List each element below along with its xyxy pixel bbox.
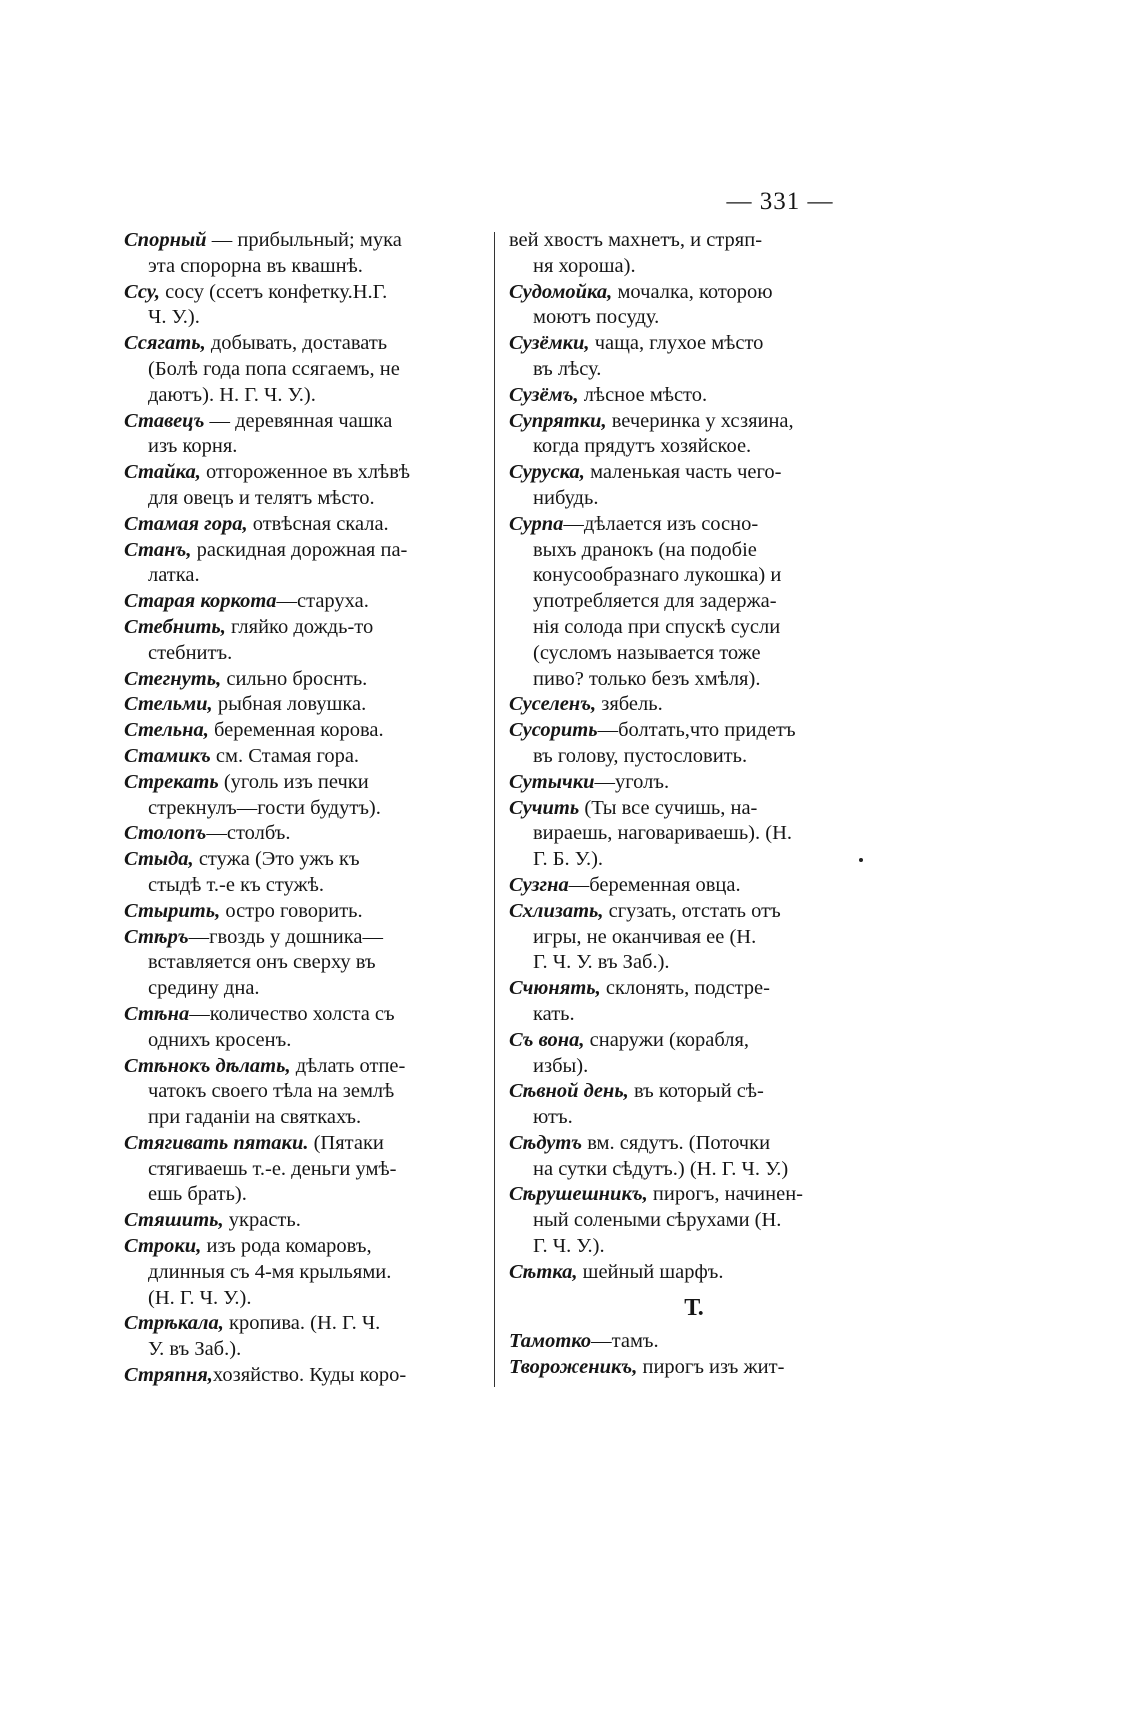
entry-text: склонять, подстре- <box>600 977 770 1000</box>
entry-text: шейный шарфъ. <box>577 1260 724 1283</box>
entry-line <box>124 486 494 512</box>
entry-line <box>509 667 879 693</box>
entry-text: изъ корня. <box>148 435 238 458</box>
entry-line <box>124 280 494 306</box>
entry-headword: Суруска, <box>509 461 585 484</box>
entry-headword: Стельми, <box>124 693 213 716</box>
entry-line <box>509 589 879 615</box>
entry-text: (сусломъ называется тоже <box>533 641 761 664</box>
entry-line <box>124 615 494 641</box>
entry-line <box>509 512 879 538</box>
entry-headword: Сучить <box>509 796 580 819</box>
dictionary-entry <box>124 615 494 667</box>
entry-line <box>124 770 494 796</box>
entry-text: чаща, глухое мѣсто <box>589 332 764 355</box>
dictionary-entry <box>509 770 879 796</box>
entry-text: хозяйство. Куды коро- <box>212 1364 407 1387</box>
entry-text: Г. Б. У.). <box>533 848 604 871</box>
dictionary-entry <box>509 1355 879 1381</box>
entry-line <box>124 228 494 254</box>
entry-line <box>509 1208 879 1234</box>
entry-text: однихъ кросенъ. <box>148 1028 292 1051</box>
entry-line <box>509 305 879 331</box>
entry-text: —дѣлается изъ сосно- <box>563 512 759 535</box>
dictionary-entry <box>124 1002 494 1054</box>
entry-headword: Сузёмки, <box>509 332 590 355</box>
entry-text: мочалка, которою <box>612 280 773 303</box>
entry-headword: Строки, <box>124 1235 202 1258</box>
entry-line <box>509 486 879 512</box>
dictionary-entry <box>509 899 879 976</box>
entry-headword: Судомойка, <box>509 280 613 303</box>
entry-line <box>124 744 494 770</box>
entry-text: лѣсное мѣсто. <box>578 383 708 406</box>
dictionary-entry <box>124 1054 494 1131</box>
entry-headword: Стѣнокъ дѣлать, <box>124 1054 291 1077</box>
entry-headword: Стегнуть, <box>124 667 222 690</box>
entry-text: ютъ. <box>533 1106 573 1129</box>
entry-line <box>509 460 879 486</box>
dictionary-entry <box>124 512 494 538</box>
entry-line <box>509 1105 879 1131</box>
dictionary-entry <box>509 228 879 280</box>
entry-text: въ который сѣ- <box>628 1080 764 1103</box>
entry-line <box>124 512 494 538</box>
entry-text: латка. <box>148 564 200 587</box>
entry-headword: Старая коркота <box>124 590 277 613</box>
entry-headword: Стыда, <box>124 848 194 871</box>
entry-text: рыбная ловушка. <box>212 693 367 716</box>
entry-text: У. въ Заб.). <box>148 1338 242 1361</box>
entry-text: стебнитъ. <box>148 641 233 664</box>
entry-text: остро говорить. <box>220 899 363 922</box>
entry-text: для овецъ и телятъ мѣсто. <box>148 486 375 509</box>
dictionary-entry <box>509 460 879 512</box>
entry-headword: Стягивать пятаки. <box>124 1131 309 1154</box>
entry-line <box>124 357 494 383</box>
entry-line <box>509 847 879 873</box>
entry-line <box>509 1054 879 1080</box>
entry-line <box>124 1131 494 1157</box>
entry-headword: Столопъ <box>124 822 207 845</box>
entry-line <box>509 1131 879 1157</box>
dictionary-entry <box>124 1208 494 1234</box>
entry-text: добывать, доставать <box>205 332 388 355</box>
dictionary-entry <box>509 718 879 770</box>
dictionary-entry <box>124 1131 494 1208</box>
entry-headword: Спорный <box>124 229 207 251</box>
dictionary-entry <box>124 228 494 280</box>
entry-text: игры, не оканчивая ее (Н. <box>533 925 757 948</box>
entry-line <box>124 1054 494 1080</box>
entry-text: —тамъ. <box>591 1330 659 1353</box>
entry-headword: Суселенъ, <box>509 693 597 716</box>
entry-text: —гвоздь у дошника— <box>188 925 384 948</box>
entry-line <box>124 1208 494 1234</box>
entry-headword: Ссу, <box>124 280 160 303</box>
entry-text: сильно броснть. <box>221 667 368 690</box>
entry-line <box>509 1234 879 1260</box>
entry-line <box>124 847 494 873</box>
dictionary-entry <box>124 589 494 615</box>
entry-line <box>509 228 879 254</box>
entry-text: при гаданiи на святкахъ. <box>148 1106 362 1129</box>
entry-line <box>509 383 879 409</box>
dictionary-entry <box>509 1260 879 1286</box>
entry-text: нибудь. <box>533 486 599 509</box>
entry-text: —беременная овца. <box>568 873 741 896</box>
entry-headword: Стамикъ <box>124 744 211 767</box>
entry-headword: Стрекать <box>124 770 219 793</box>
entry-text: ный солеными сѣрухами (Н. <box>533 1209 782 1232</box>
dictionary-entry <box>124 821 494 847</box>
entry-headword: Стайка, <box>124 461 201 484</box>
entry-line <box>124 589 494 615</box>
entry-line <box>124 821 494 847</box>
dictionary-entry <box>509 796 879 873</box>
entry-text: вставляется онъ сверху въ <box>148 951 376 974</box>
entry-headword: Стяшить, <box>124 1209 224 1232</box>
entry-headword: Твороженикъ, <box>509 1356 638 1379</box>
entry-line <box>509 1079 879 1105</box>
page-number: — 331 — <box>726 188 834 215</box>
entry-text: дѣлать отпе- <box>290 1054 406 1077</box>
entry-headword: Станъ, <box>124 538 192 561</box>
entry-line <box>124 976 494 1002</box>
entry-text: —уголъ. <box>594 770 670 793</box>
entry-headword: Сузгна <box>509 873 569 896</box>
entry-text: —старуха. <box>276 590 369 613</box>
dictionary-entry <box>509 409 879 461</box>
entry-headword: Сурпа <box>509 512 564 535</box>
entry-text: снаружи (корабля, <box>584 1028 750 1051</box>
entry-line <box>124 1079 494 1105</box>
entry-text: — деревянная чашка <box>204 409 393 432</box>
entry-headword: Стѣна <box>124 1002 190 1025</box>
dictionary-entry <box>509 1028 879 1080</box>
entry-text: употребляется для задержа- <box>533 590 777 613</box>
entry-line <box>509 899 879 925</box>
entry-line <box>124 409 494 435</box>
entry-headword: Стѣръ <box>124 925 189 948</box>
entry-line <box>124 383 494 409</box>
entry-line <box>124 1311 494 1337</box>
entry-line <box>509 692 879 718</box>
entry-line <box>124 641 494 667</box>
dictionary-entry <box>124 1234 494 1311</box>
entry-text: — прибыльный; мука <box>206 229 402 251</box>
entry-text: Ч. У.). <box>148 306 200 329</box>
entry-headword: Стельна, <box>124 719 209 742</box>
entry-text: вечеринка у хсзяина, <box>606 409 794 432</box>
entry-text: пиво? только безъ хмѣля). <box>533 667 761 690</box>
dictionary-entry <box>124 925 494 1002</box>
entry-line <box>124 1157 494 1183</box>
dictionary-entry <box>509 1131 879 1183</box>
dictionary-entry <box>509 976 879 1028</box>
right-column <box>509 228 879 1381</box>
entry-text: на сутки сѣдутъ.) (Н. Г. Ч. У.) <box>533 1157 789 1180</box>
entry-text: конусообразнаго лукошка) и <box>533 564 782 587</box>
dictionary-entry <box>509 873 879 899</box>
entry-text: вираешь, наговариваешь). (Н. <box>533 822 793 845</box>
entry-text: ня хороша). <box>533 254 636 277</box>
entry-headword: Супрятки, <box>509 409 607 432</box>
entry-line <box>509 925 879 951</box>
entry-line <box>124 925 494 951</box>
entry-text: зябель. <box>596 693 663 716</box>
entry-text: нiя солода при спускѣ сусли <box>533 615 781 638</box>
entry-headword: Сутычки <box>509 770 595 793</box>
entry-line <box>509 357 879 383</box>
entry-line <box>509 563 879 589</box>
entry-line <box>124 1363 494 1389</box>
entry-text: эта спорорна въ квашнѣ. <box>148 254 363 277</box>
entry-headword: Ссягать, <box>124 332 206 355</box>
entry-line <box>124 667 494 693</box>
entry-text: сгузать, отстать отъ <box>603 899 781 922</box>
dictionary-entry <box>124 280 494 332</box>
entry-line <box>509 821 879 847</box>
dictionary-entry <box>509 512 879 693</box>
entry-text: изъ рода комаровъ, <box>201 1235 372 1258</box>
dictionary-entry <box>124 718 494 744</box>
entry-line <box>124 1286 494 1312</box>
entry-line <box>509 950 879 976</box>
dictionary-entry <box>509 383 879 409</box>
entry-text: стягиваешь т.-е. деньги умѣ- <box>148 1157 397 1180</box>
entry-line <box>509 718 879 744</box>
entry-line <box>124 1234 494 1260</box>
dictionary-entry <box>509 1182 879 1259</box>
entry-line <box>509 1002 879 1028</box>
entry-text: чатокъ своего тѣла на землѣ <box>148 1080 395 1103</box>
dictionary-entry <box>124 692 494 718</box>
left-column <box>124 228 494 1389</box>
entry-headword: Стряпня, <box>124 1364 213 1387</box>
entry-text: (Пятаки <box>308 1131 384 1154</box>
entry-line <box>509 254 879 280</box>
entry-text: стрекнулъ—гости будутъ). <box>148 796 381 819</box>
entry-text: стыдѣ т.-е къ стужѣ. <box>148 873 324 896</box>
entry-text: —количество холста съ <box>189 1002 395 1025</box>
entry-line <box>124 1002 494 1028</box>
entry-text: отвѣсная скала. <box>247 512 389 535</box>
dictionary-entry <box>124 409 494 461</box>
entry-text: выхъ дранокъ (на подобiе <box>533 538 757 561</box>
entry-text: кропива. (Н. Г. Ч. <box>223 1312 381 1335</box>
entry-line <box>509 873 879 899</box>
dictionary-entry <box>124 538 494 590</box>
dictionary-entry <box>124 460 494 512</box>
dictionary-entry <box>509 1329 879 1355</box>
entry-headword: Сѣдутъ <box>509 1131 583 1154</box>
entry-headword: Схлизать, <box>509 899 604 922</box>
entry-text: отгороженное въ хлѣвѣ <box>200 461 411 484</box>
entry-line <box>509 1260 879 1286</box>
dictionary-entry <box>124 899 494 925</box>
dictionary-entry <box>509 280 879 332</box>
print-speck <box>859 858 863 862</box>
entry-text: (уголь изъ печки <box>218 770 369 793</box>
entry-line <box>124 796 494 822</box>
entry-line <box>509 538 879 564</box>
entry-line <box>509 409 879 435</box>
dictionary-entry <box>124 744 494 770</box>
entry-headword: Ставецъ <box>124 409 205 432</box>
entry-line <box>124 434 494 460</box>
entry-text: беременная корова. <box>208 719 384 742</box>
entry-text: (Ты все сучишь, на- <box>579 796 758 819</box>
entry-text: кать. <box>533 1002 575 1025</box>
entry-headword: Сузёмъ, <box>509 383 579 406</box>
entry-line <box>509 615 879 641</box>
entry-line <box>124 305 494 331</box>
entry-line <box>509 1028 879 1054</box>
dictionary-entry <box>509 692 879 718</box>
entry-line <box>124 950 494 976</box>
entry-headword: Стебнить, <box>124 615 226 638</box>
entry-line <box>509 1182 879 1208</box>
entry-text: пирогъ изъ жит- <box>637 1356 785 1379</box>
entry-headword: Сѣвной день, <box>509 1080 629 1103</box>
entry-line <box>509 434 879 460</box>
entry-text: моютъ посуду. <box>533 306 660 329</box>
entry-line <box>509 331 879 357</box>
entry-line <box>509 770 879 796</box>
entry-text: средину дна. <box>148 977 260 1000</box>
dictionary-entry <box>124 667 494 693</box>
entry-line <box>124 331 494 357</box>
entry-line <box>124 538 494 564</box>
entry-text: Г. Ч. У.). <box>533 1235 605 1258</box>
entry-line <box>124 460 494 486</box>
entry-text: гляйко дождь-то <box>225 615 374 638</box>
entry-line <box>124 254 494 280</box>
entry-headword: Сѣрушешникъ, <box>509 1183 648 1206</box>
entry-text: вей хвостъ махнетъ, и стряп- <box>509 229 763 251</box>
entry-text: Г. Ч. У. въ Заб.). <box>533 951 670 974</box>
entry-text: сосу (ссетъ конфетку.Н.Г. <box>159 280 388 303</box>
entry-headword: Тамотко <box>509 1330 592 1353</box>
entry-line <box>509 976 879 1002</box>
entry-line <box>124 1105 494 1131</box>
dictionary-entry <box>509 331 879 383</box>
entry-line <box>509 796 879 822</box>
entry-line <box>509 641 879 667</box>
entry-text: —болтать,что придетъ <box>597 719 796 742</box>
entry-line <box>124 899 494 925</box>
entry-line <box>124 563 494 589</box>
entry-line <box>124 1260 494 1286</box>
dictionary-entry <box>124 770 494 822</box>
entry-line <box>124 692 494 718</box>
entry-text: избы). <box>533 1054 589 1077</box>
entry-headword: Стамая гора, <box>124 512 248 535</box>
dictionary-entry <box>124 331 494 408</box>
entry-line <box>124 718 494 744</box>
dictionary-entry <box>124 1363 494 1389</box>
entry-headword: Стырить, <box>124 899 221 922</box>
entry-line <box>509 744 879 770</box>
entry-text: украсть. <box>223 1209 301 1232</box>
entry-text: когда прядутъ хозяйское. <box>533 435 752 458</box>
entry-text: длинныя съ 4-мя крыльями. <box>148 1260 392 1283</box>
dictionary-entry <box>124 1311 494 1363</box>
entry-line <box>509 1329 879 1355</box>
entry-line <box>509 1157 879 1183</box>
entry-text: даютъ). Н. Г. Ч. У.). <box>148 383 316 406</box>
entry-text: стужа (Это ужъ къ <box>193 848 360 871</box>
entry-text: см. Стамая гора. <box>210 744 360 767</box>
entry-text: маленькая часть чего- <box>584 461 782 484</box>
entry-headword: Съ вона, <box>509 1028 585 1051</box>
entry-line <box>509 1355 879 1381</box>
entry-line <box>124 1028 494 1054</box>
entry-text: пирогъ, начинен- <box>647 1183 804 1206</box>
entry-headword: Счюнять, <box>509 977 601 1000</box>
entry-headword: Стрѣкала, <box>124 1312 224 1335</box>
entry-line <box>124 1337 494 1363</box>
entry-line <box>124 1182 494 1208</box>
entry-text: въ голову, пустословить. <box>533 744 748 767</box>
dictionary-entry <box>124 847 494 899</box>
section-letter: Т. <box>684 1294 704 1321</box>
entry-line <box>509 280 879 306</box>
entry-headword: Сусорить <box>509 719 598 742</box>
entry-line <box>124 873 494 899</box>
entry-text: (Н. Г. Ч. У.). <box>148 1286 252 1309</box>
entry-text: (Болѣ года попа ссягаемъ, не <box>148 357 400 380</box>
entry-headword: Сѣтка, <box>509 1260 578 1283</box>
entry-text: въ лѣсу. <box>533 357 602 380</box>
entry-text: ешь брать). <box>148 1183 247 1206</box>
entry-text: вм. сядутъ. (Поточки <box>582 1131 771 1154</box>
column-divider <box>494 232 495 1387</box>
entry-text: —столбъ. <box>206 822 291 845</box>
entry-text: раскидная дорожная па- <box>191 538 408 561</box>
dictionary-entry <box>509 1079 879 1131</box>
